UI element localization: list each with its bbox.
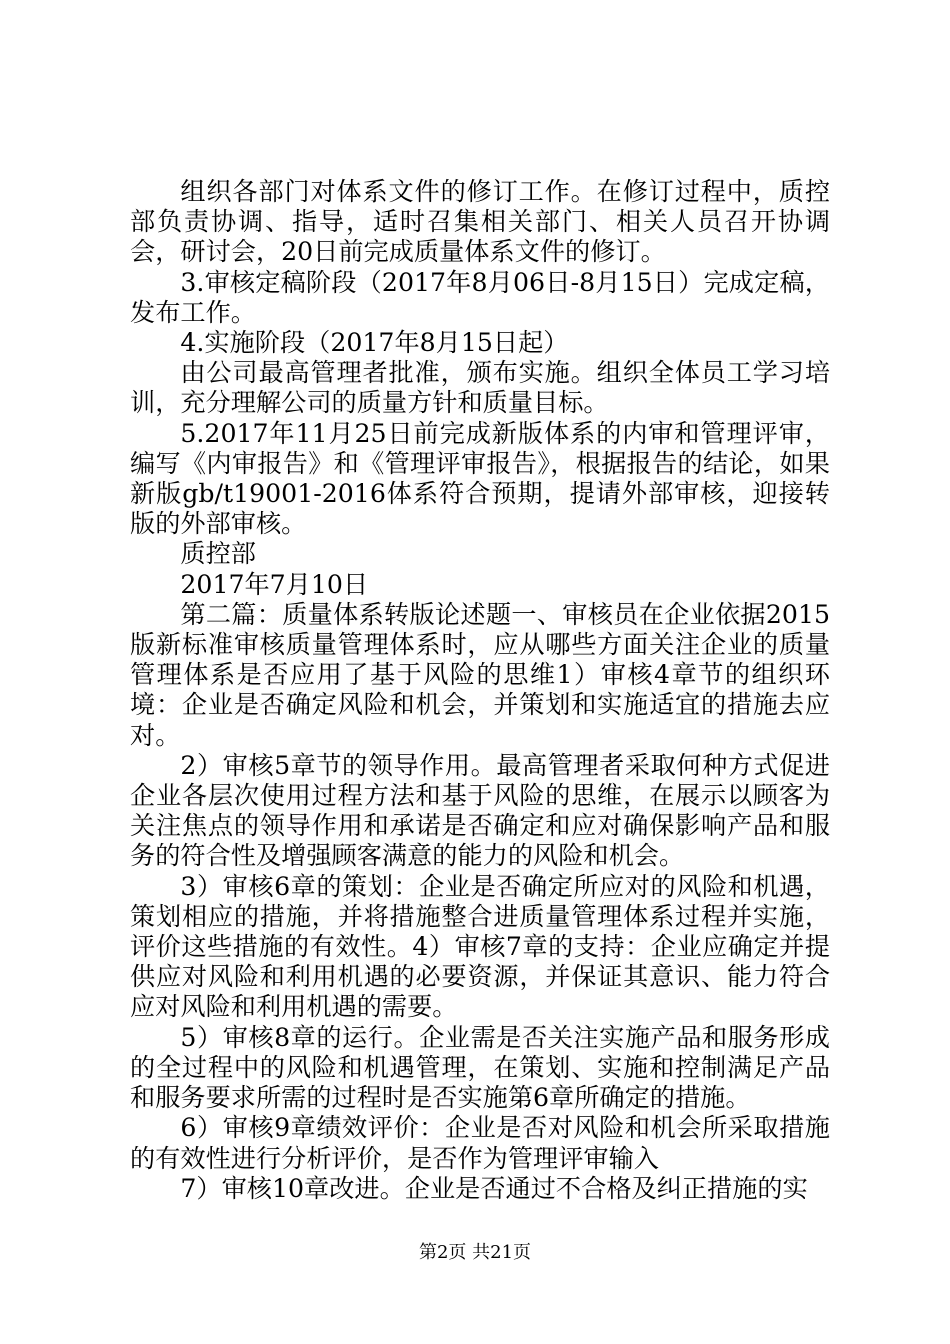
paragraph-part-two: 第二篇：质量体系转版论述题一、审核员在企业依据2015版新标准审核质量管理体系时，应从哪些方面关注企业的质量管理体系是否应用了基于风险的思维1）审核4章节的组织环境：企业是否确定风险和机会，并策划和实施适宜的措施去应对。 (130, 599, 830, 750)
paragraph-item-6: 6）审核9章绩效评价：企业是否对风险和机会所采取措施的有效性进行分析评价，是否作为管理评审输入 (130, 1113, 830, 1173)
paragraph-item-5: 5）审核8章的运行。企业需是否关注实施产品和服务形成的全过程中的风险和机遇管理，在策划、实施和控制满足产品和服务要求所需的过程时是否实施第6章所确定的措施。 (130, 1022, 830, 1113)
paragraph-stage-5: 5.2017年11月25日前完成新版体系的内审和管理评审，编写《内审报告》和《管理评审报告》，根据报告的结论，如果新版gb/t19001-2016体系符合预期，提请外部审核，迎接转版的外部审核。 (130, 418, 830, 539)
paragraph-date: 2017年7月10日 (180, 569, 369, 599)
page-number-footer: 第2页 共21页 (418, 1242, 532, 1263)
paragraph-department: 质控部 (180, 539, 256, 569)
paragraph-stage-3: 3.审核定稿阶段（2017年8月06日-8月15日）完成定稿，发布工作。 (130, 267, 830, 327)
paragraph-revision: 组织各部门对体系文件的修订工作。在修订过程中，质控部负责协调、指导，适时召集相关部门、相关人员召开协调会，研讨会，20日前完成质量体系文件的修订。 (130, 177, 830, 267)
paragraph-item-3-4: 3）审核6章的策划：企业是否确定所应对的风险和机遇，策划相应的措施，并将措施整合进质量管理体系过程并实施，评价这些措施的有效性。4）审核7章的支持：企业应确定并提供应对风险和利用机遇的必要资源，并保证其意识、能力符合应对风险和利用机遇的需要。 (130, 871, 830, 1022)
document-body (130, 177, 830, 1204)
paragraph-item-2: 2）审核5章节的领导作用。最高管理者采取何种方式促进企业各层次使用过程方法和基于风险的思维，在展示以顾客为关注焦点的领导作用和承诺是否确定和应对确保影响产品和服务的符合性及增强顾客满意的能力的风险和机会。 (130, 750, 830, 871)
paragraph-item-7: 7）审核10章改进。企业是否通过不合格及纠正措施的实 (180, 1173, 808, 1203)
paragraph-stage-4: 4.实施阶段（2017年8月15日起） (180, 328, 569, 358)
paragraph-implementation: 由公司最高管理者批准，颁布实施。组织全体员工学习培训，充分理解公司的质量方针和质量目标。 (130, 358, 830, 418)
